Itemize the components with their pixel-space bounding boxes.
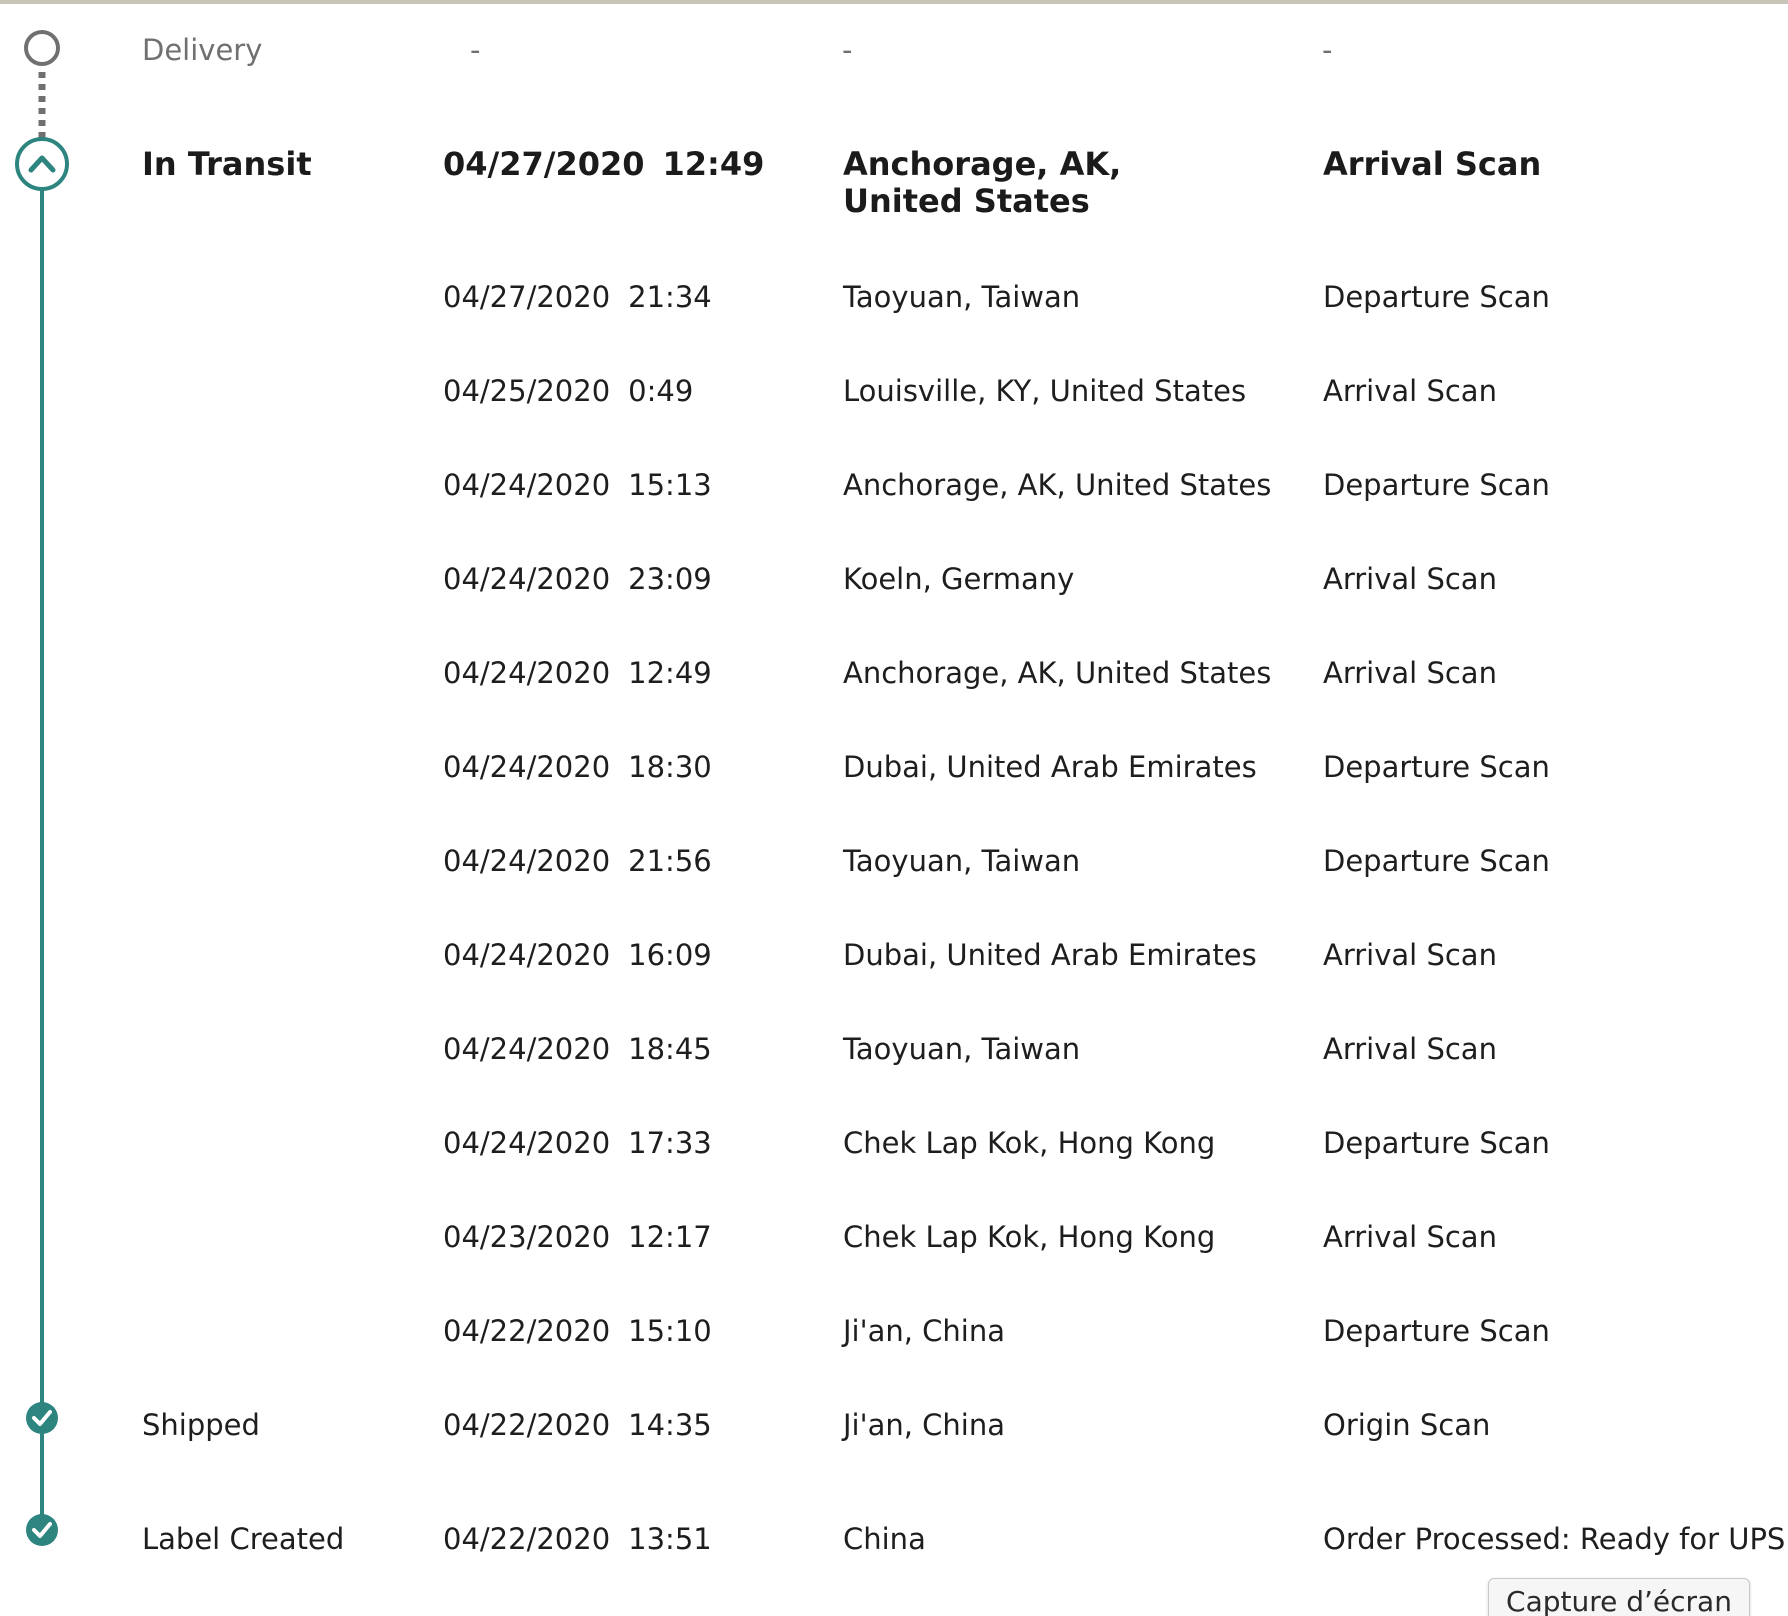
event-datetime: 04/24/2020 23:09 xyxy=(443,562,712,596)
date-placeholder: - xyxy=(470,33,481,67)
event-datetime: 04/27/2020 21:34 xyxy=(443,280,712,314)
event-datetime: 04/24/2020 21:56 xyxy=(443,844,712,878)
event-activity: Arrival Scan xyxy=(1323,1032,1497,1066)
event-datetime: 04/24/2020 15:13 xyxy=(443,468,712,502)
event-datetime: 04/24/2020 12:49 xyxy=(443,656,712,690)
event-location: Anchorage, AK, United States xyxy=(843,656,1272,690)
timeline-row-event xyxy=(0,279,1788,339)
event-location: Chek Lap Kok, Hong Kong xyxy=(843,1220,1216,1254)
activity-placeholder: - xyxy=(1322,33,1333,67)
timeline-row-event xyxy=(0,1125,1788,1185)
event-datetime: 04/22/2020 13:51 xyxy=(443,1522,712,1556)
status-label: Delivery xyxy=(142,33,263,67)
timeline-row-shipped xyxy=(0,1407,1788,1467)
screenshot-tooltip: Capture d’écran xyxy=(1488,1578,1750,1616)
event-location: Anchorage, AK, United States xyxy=(843,145,1122,220)
event-activity: Departure Scan xyxy=(1323,1314,1550,1348)
event-datetime: 04/22/2020 14:35 xyxy=(443,1408,712,1442)
event-activity: Arrival Scan xyxy=(1323,374,1497,408)
timeline-row-event xyxy=(0,937,1788,997)
event-activity: Arrival Scan xyxy=(1323,562,1497,596)
event-datetime: 04/22/2020 15:10 xyxy=(443,1314,712,1348)
event-location: Taoyuan, Taiwan xyxy=(843,844,1081,878)
event-location: Ji'an, China xyxy=(843,1408,1006,1442)
event-location: Taoyuan, Taiwan xyxy=(843,1032,1081,1066)
timeline-row-event xyxy=(0,655,1788,715)
event-location: Ji'an, China xyxy=(843,1314,1006,1348)
timeline-row-event xyxy=(0,467,1788,527)
event-activity: Order Processed: Ready for UPS xyxy=(1323,1522,1786,1556)
event-datetime: 04/24/2020 18:45 xyxy=(443,1032,712,1066)
timeline-row-event xyxy=(0,1313,1788,1373)
event-location: Dubai, United Arab Emirates xyxy=(843,750,1257,784)
event-datetime: 04/23/2020 12:17 xyxy=(443,1220,712,1254)
event-date: 04/27/2020 xyxy=(443,145,645,183)
timeline-row-event xyxy=(0,843,1788,903)
event-activity: Departure Scan xyxy=(1323,844,1550,878)
event-activity: Arrival Scan xyxy=(1323,938,1497,972)
event-datetime: 04/24/2020 18:30 xyxy=(443,750,712,784)
event-location: Anchorage, AK, United States xyxy=(843,468,1272,502)
shipment-progress-timeline xyxy=(0,4,1788,1616)
event-location: Dubai, United Arab Emirates xyxy=(843,938,1257,972)
event-location: Chek Lap Kok, Hong Kong xyxy=(843,1126,1216,1160)
timeline-row-label-created xyxy=(0,1521,1788,1581)
event-datetime: 04/24/2020 17:33 xyxy=(443,1126,712,1160)
event-datetime xyxy=(443,146,764,183)
location-placeholder: - xyxy=(842,33,853,67)
event-location: Koeln, Germany xyxy=(843,562,1075,596)
timeline-row-event xyxy=(0,1219,1788,1279)
event-location: Taoyuan, Taiwan xyxy=(843,280,1081,314)
event-datetime: 04/25/2020 0:49 xyxy=(443,374,694,408)
timeline-row-event xyxy=(0,749,1788,809)
status-label: In Transit xyxy=(142,145,312,183)
event-activity: Departure Scan xyxy=(1323,750,1550,784)
event-location: China xyxy=(843,1522,926,1556)
event-activity: Departure Scan xyxy=(1323,468,1550,502)
event-activity: Departure Scan xyxy=(1323,1126,1550,1160)
event-activity: Arrival Scan xyxy=(1323,656,1497,690)
event-activity: Origin Scan xyxy=(1323,1408,1491,1442)
timeline-row-event xyxy=(0,561,1788,621)
status-label: Label Created xyxy=(142,1522,345,1556)
timeline-row-in-transit xyxy=(0,145,1788,220)
timeline-row-event xyxy=(0,1031,1788,1091)
timeline-rail xyxy=(0,4,90,1616)
status-label: Shipped xyxy=(142,1408,260,1442)
timeline-row-delivery xyxy=(0,32,1788,92)
event-activity: Departure Scan xyxy=(1323,280,1550,314)
event-time: 12:49 xyxy=(662,145,765,183)
event-activity: Arrival Scan xyxy=(1323,1220,1497,1254)
event-location: Louisville, KY, United States xyxy=(843,374,1247,408)
event-datetime: 04/24/2020 16:09 xyxy=(443,938,712,972)
event-activity: Arrival Scan xyxy=(1323,145,1542,183)
timeline-row-event xyxy=(0,373,1788,433)
